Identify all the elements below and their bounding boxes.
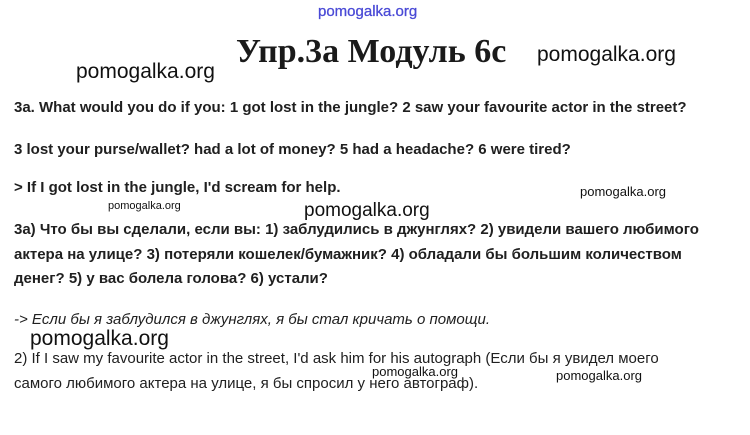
- translation-line-2: актера на улице? 3) потеряли кошелек/бумажник? 4) обладали бы большим количеством: [14, 246, 682, 263]
- watermark-top: pomogalka.org: [318, 3, 418, 20]
- exercise-question-line-1: 3a. What would you do if you: 1 got lost in the jungle? 2 saw your favourite actor in the street?: [14, 99, 687, 116]
- watermark-left-1: pomogalka.org: [76, 60, 215, 83]
- answer-line-1: 2) If I saw my favourite actor in the street, I'd ask him for his autograph (Если бы я увидел моего: [14, 350, 659, 367]
- watermark-small: pomogalka.org: [108, 200, 181, 212]
- watermark-bottom-2: pomogalka.org: [556, 368, 642, 383]
- watermark-bottom-1: pomogalka.org: [372, 364, 458, 379]
- exercise-question-line-2: 3 lost your purse/wallet? had a lot of money? 5 had a headache? 6 were tired?: [14, 141, 571, 158]
- exercise-example: > If I got lost in the jungle, I'd scream for help.: [14, 179, 341, 196]
- translation-example: -> Если бы я заблудился в джунглях, я бы стал кричать о помощи.: [14, 311, 490, 328]
- answer-line-2: самого любимого актера на улице, я бы спросил у него автограф).: [14, 375, 479, 392]
- watermark-left-2: pomogalka.org: [30, 327, 169, 350]
- translation-line-1: 3a) Что бы вы сделали, если вы: 1) заблудились в джунглях? 2) увидели вашего любимого: [14, 221, 699, 238]
- watermark-center: pomogalka.org: [304, 200, 430, 221]
- page-title: Упр.3a Модуль 6c: [236, 33, 507, 70]
- watermark-right-2: pomogalka.org: [580, 184, 666, 199]
- translation-line-3: денег? 5) у вас болела голова? 6) устали?: [14, 270, 328, 287]
- watermark-right-1: pomogalka.org: [537, 43, 676, 66]
